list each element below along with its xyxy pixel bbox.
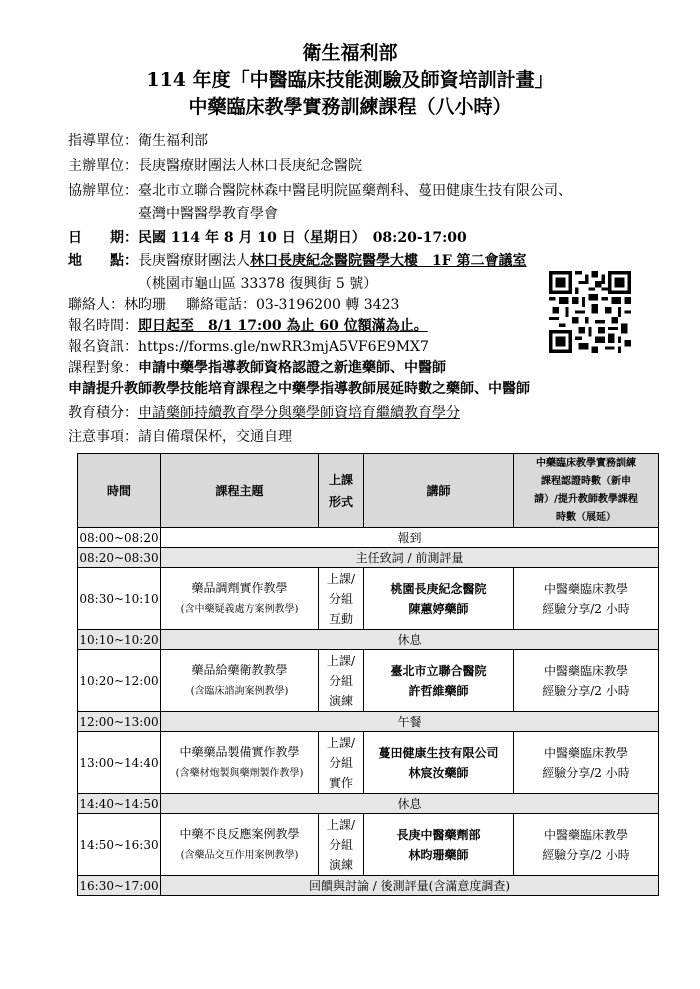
signup-time: 報名時間：即日起至 8/1 17:00 為止 60 位額滿為止。: [68, 318, 428, 334]
host-unit: 主辦單位：長庚醫療財團法人林口長庚紀念醫院: [68, 158, 362, 174]
table-row: [78, 876, 659, 896]
course-date: 日 期：民國 114 年 8 月 10 日（星期日） 08:20-17:00: [68, 230, 467, 246]
table-row: [78, 630, 659, 650]
row-topic: 中藥藥品製備實作教學 (含藥材炮製與藥劑製作教學): [161, 732, 319, 794]
title-course: 中藥臨床教學實務訓練課程（八小時）: [188, 96, 512, 118]
course-place: 地 點：長庚醫療財團法人林口長庚紀念醫院醫學大樓 1F 第二會議室: [68, 253, 527, 269]
header-hours: 中藥臨床教學實務訓練 課程認證時數（新申 請）/提升教師教學課程 時數（展延）: [514, 454, 659, 528]
row-time: 08:30~10:10: [78, 568, 161, 630]
row-topic: 藥品調劑實作教學 (含中藥疑義處方案例教學): [161, 568, 319, 630]
table-row: [78, 528, 659, 548]
header-format: 上課 形式: [319, 454, 364, 528]
row-hours: 中醫藥臨床教學 經驗分享/2 小時: [514, 650, 659, 712]
row-time: 10:20~12:00: [78, 650, 161, 712]
row-teacher: 長庚中醫藥劑部 林昀珊藥師: [364, 814, 514, 876]
signup-link[interactable]: https://forms.gle/nwRR3mjA5VF6E9MX7: [138, 339, 429, 355]
row-teacher: 桃園長庚紀念醫院 陳蕙婷藥師: [364, 568, 514, 630]
row-event: 回饋與討論 / 後測評量(含滿意度調查): [161, 876, 659, 896]
row-topic: 藥品給藥衛教教學 (含臨床諮詢案例教學): [161, 650, 319, 712]
schedule-table: [77, 453, 659, 896]
table-row: [78, 732, 659, 794]
row-time: 14:40~14:50: [78, 794, 161, 814]
header-topic: 課程主題: [161, 454, 319, 528]
row-event: 休息: [161, 630, 659, 650]
row-time: 10:10~10:20: [78, 630, 161, 650]
table-row: [78, 650, 659, 712]
qr-code[interactable]: [549, 271, 631, 353]
row-hours: 中醫藥臨床教學 經驗分享/2 小時: [514, 732, 659, 794]
course-target: 課程對象：申請中藥學指導教師資格認證之新進藥師、中醫師: [68, 360, 446, 376]
course-target-cont: 申請提升教師教學技能培育課程之中藥學指導教師展延時數之藥師、中醫師: [68, 381, 530, 397]
signup-info: 報名資訊：https://forms.gle/nwRR3mjA5VF6E9MX7: [68, 339, 429, 355]
table-row: [78, 712, 659, 732]
row-event: 主任致詞 / 前測評量: [161, 548, 659, 568]
row-time: 08:00~08:20: [78, 528, 161, 548]
row-event: 午餐: [161, 712, 659, 732]
row-hours: 中醫藥臨床教學 經驗分享/2 小時: [514, 568, 659, 630]
row-teacher: 臺北市立聯合醫院 許哲維藥師: [364, 650, 514, 712]
table-header-row: [78, 454, 659, 528]
row-format: 上課/ 分組 互動: [319, 568, 364, 630]
row-time: 14:50~16:30: [78, 814, 161, 876]
education-credit: 教育積分：申請藥師持續教育學分與藥學師資培育繼續教育學分: [68, 405, 460, 421]
row-topic: 中藥不良反應案例教學 (含藥品交互作用案例教學): [161, 814, 319, 876]
row-format: 上課/ 分組 演練: [319, 650, 364, 712]
row-time: 08:20~08:30: [78, 548, 161, 568]
row-format: 上課/ 分組 實作: [319, 732, 364, 794]
row-event: 休息: [161, 794, 659, 814]
title-program: 114 年度「中醫臨床技能測驗及師資培訓計畫」: [146, 69, 554, 91]
header-teacher: 講師: [364, 454, 514, 528]
table-row: [78, 568, 659, 630]
row-time: 12:00~13:00: [78, 712, 161, 732]
table-row: [78, 794, 659, 814]
row-format: 上課/ 分組 演練: [319, 814, 364, 876]
row-time: 16:30~17:00: [78, 876, 161, 896]
row-event: 報到: [161, 528, 659, 548]
contact-person: 聯絡人：林昀珊 聯絡電話：03-3196200 轉 3423: [68, 297, 400, 313]
table-row: [78, 548, 659, 568]
title-ministry: 衛生福利部: [302, 42, 398, 64]
guide-unit: 指導單位：衛生福利部: [68, 133, 208, 149]
co-host-unit-cont: 臺灣中醫醫學教育學會: [138, 206, 278, 222]
document-title-block: [0, 40, 700, 121]
notice: 注意事項：請自備環保杯，交通自理: [68, 429, 292, 445]
course-address: （桃園市龜山區 33378 復興街 5 號）: [138, 276, 378, 292]
row-time: 13:00~14:40: [78, 732, 161, 794]
co-host-unit: 協辦單位：臺北市立聯合醫院林森中醫昆明院區藥劑科、蔓田健康生技有限公司、: [68, 183, 572, 199]
header-time: 時間: [78, 454, 161, 528]
table-row: [78, 814, 659, 876]
row-hours: 中醫藥臨床教學 經驗分享/2 小時: [514, 814, 659, 876]
row-teacher: 蔓田健康生技有限公司 林宸汝藥師: [364, 732, 514, 794]
